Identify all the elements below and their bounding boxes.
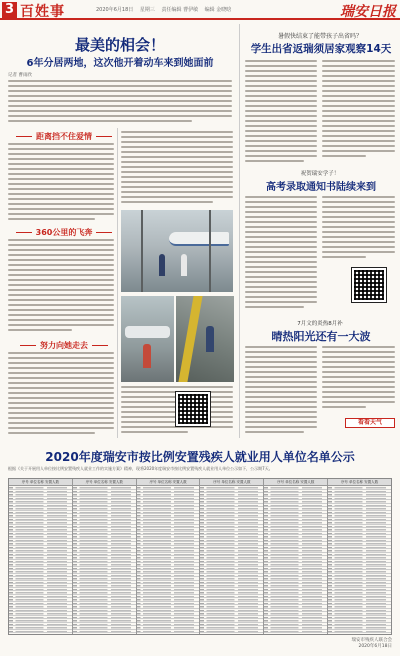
sub-head-1: 距离挡不住爱情: [8, 131, 120, 142]
table-row: [9, 630, 72, 634]
train-photo: [121, 210, 233, 292]
article-text: [322, 196, 395, 264]
editor-credit: 责任编辑 曹伊敏: [161, 7, 199, 13]
table-title: 2020年度瑞安市按比例安置残疾人就业用人单位名单公示: [45, 450, 355, 464]
weather-tag[interactable]: 看看天气: [345, 418, 395, 428]
article-text: [322, 60, 395, 164]
table-column: [200, 479, 264, 634]
header-meta: [96, 6, 236, 13]
table-row: [200, 630, 263, 634]
employer-table: [8, 478, 392, 635]
layout-credit: 编辑 金晓晗: [204, 7, 232, 13]
lead-subhead: 6年分居两地，这次他开着动车来到她面前: [26, 58, 214, 69]
right-headline-3: 晴热阳光还有一大波: [271, 330, 371, 343]
lead-byline: 记者 曹雨欣: [8, 73, 32, 78]
lead-headline: 最美的相会！: [74, 36, 165, 54]
page-number: 3: [2, 2, 17, 18]
table-header: 序号 单位名称 安置人数: [200, 479, 263, 486]
table-header: 序号 单位名称 安置人数: [9, 479, 72, 486]
table-column: [73, 479, 137, 634]
table-row: [137, 630, 200, 634]
newspaper-logo: 瑞安日报: [340, 4, 396, 20]
right-kicker-2: 祝贺瑞安学子！: [300, 171, 340, 177]
sub-head-2: 360公里的飞奔: [8, 227, 120, 238]
article-text: [8, 352, 114, 436]
section-title: 百姓事: [20, 4, 65, 20]
rail-photo: [176, 296, 234, 382]
qr-code[interactable]: [352, 268, 386, 302]
right-headline-2: 高考录取通知书陆续来到: [266, 182, 376, 193]
lead-intro-text: [8, 80, 232, 126]
right-kicker-1: 暑假快结束了能带孩子出省吗？: [277, 33, 362, 40]
right-kicker-3: 7月文的炎热8月补: [297, 321, 343, 327]
table-row: [73, 630, 136, 634]
masthead: [0, 0, 400, 20]
table-row: [328, 630, 391, 634]
issue-weekday: 星期三: [139, 7, 155, 13]
column-divider: [239, 24, 240, 438]
article-text: [245, 60, 317, 164]
table-header: 序号 单位名称 安置人数: [73, 479, 136, 486]
qr-code[interactable]: [176, 392, 210, 426]
article-text: [121, 131, 233, 207]
table-note: 根据《关于开展用人单位按比例安置残疾人就业工作的实施方案》精神，现将2020年度瑞安市按比例安置残疾人就业用人单位公示如下，公示期7天。: [8, 466, 273, 471]
article-text: [8, 143, 114, 223]
table-column: [264, 479, 328, 634]
right-headline-1: 学生出省返瑞须居家观察14天: [250, 43, 392, 55]
platform-photo: [121, 296, 174, 382]
article-text: [245, 196, 317, 314]
column-divider: [117, 128, 118, 438]
table-row: [264, 630, 327, 634]
issue-date: 2020年6月18日: [96, 7, 134, 13]
footer-org: 瑞安市残疾人联合会: [351, 638, 392, 643]
table-header: 序号 单位名称 安置人数: [137, 479, 200, 486]
table-header: 序号 单位名称 安置人数: [328, 479, 391, 486]
article-text: [245, 346, 317, 438]
footer-date: 2020年6月18日: [358, 644, 392, 649]
article-text: [322, 346, 395, 414]
footer-note: [352, 638, 393, 650]
table-column: [9, 479, 73, 634]
table-column: [137, 479, 201, 634]
article-text: [8, 239, 114, 336]
table-header: 序号 单位名称 安置人数: [264, 479, 327, 486]
table-column: [328, 479, 391, 634]
sub-head-3: 努力向她走去: [8, 340, 120, 351]
